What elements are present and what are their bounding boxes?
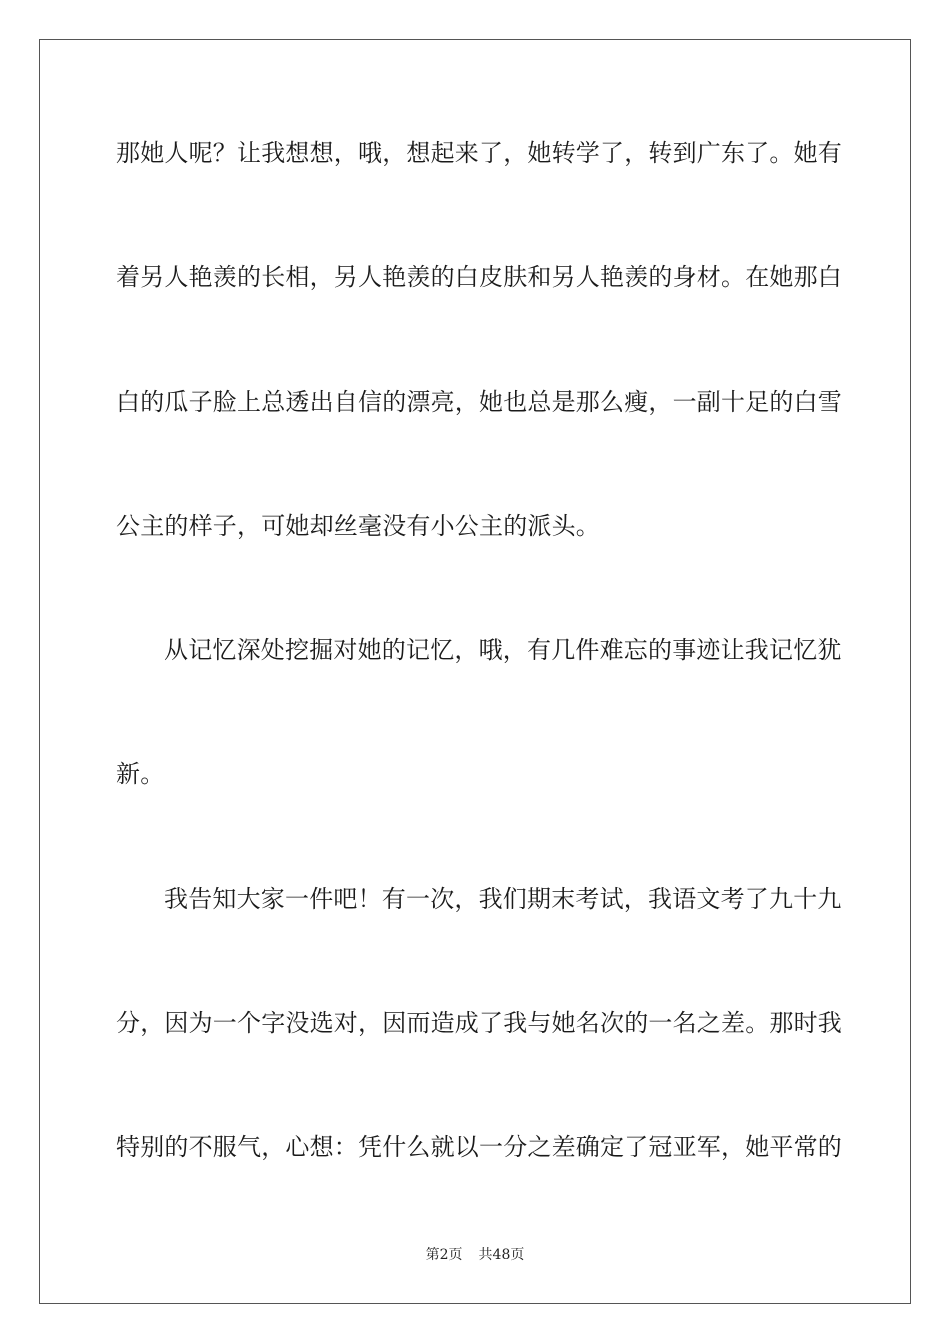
text-line-5: 从记忆深处挖掘对她的记忆，哦，有几件难忘的事迹让我记忆犹 [164, 636, 842, 664]
text-line-9: 特别的不服气，心想：凭什么就以一分之差确定了冠亚军，她平常的 [116, 1133, 842, 1161]
text-line-6: 新。 [116, 760, 165, 788]
page-border [39, 39, 911, 1304]
text-line-4: 公主的样子，可她却丝毫没有小公主的派头。 [116, 512, 600, 540]
page-footer [0, 1246, 950, 1264]
text-line-8: 分，因为一个字没选对，因而造成了我与她名次的一名之差。那时我 [116, 1009, 842, 1037]
text-line-7: 我告知大家一件吧！有一次，我们期末考试，我语文考了九十九 [164, 885, 842, 913]
page-number: 第2页 [425, 1247, 463, 1263]
text-line-1: 那她人呢？让我想想，哦，想起来了，她转学了，转到广东了。她有 [116, 139, 842, 167]
page-total: 共48页 [478, 1247, 525, 1263]
text-line-3: 白的瓜子脸上总透出自信的漂亮，她也总是那么瘦，一副十足的白雪 [116, 388, 842, 416]
text-line-2: 着另人艳羡的长相，另人艳羡的白皮肤和另人艳羡的身材。在她那白 [116, 263, 842, 291]
